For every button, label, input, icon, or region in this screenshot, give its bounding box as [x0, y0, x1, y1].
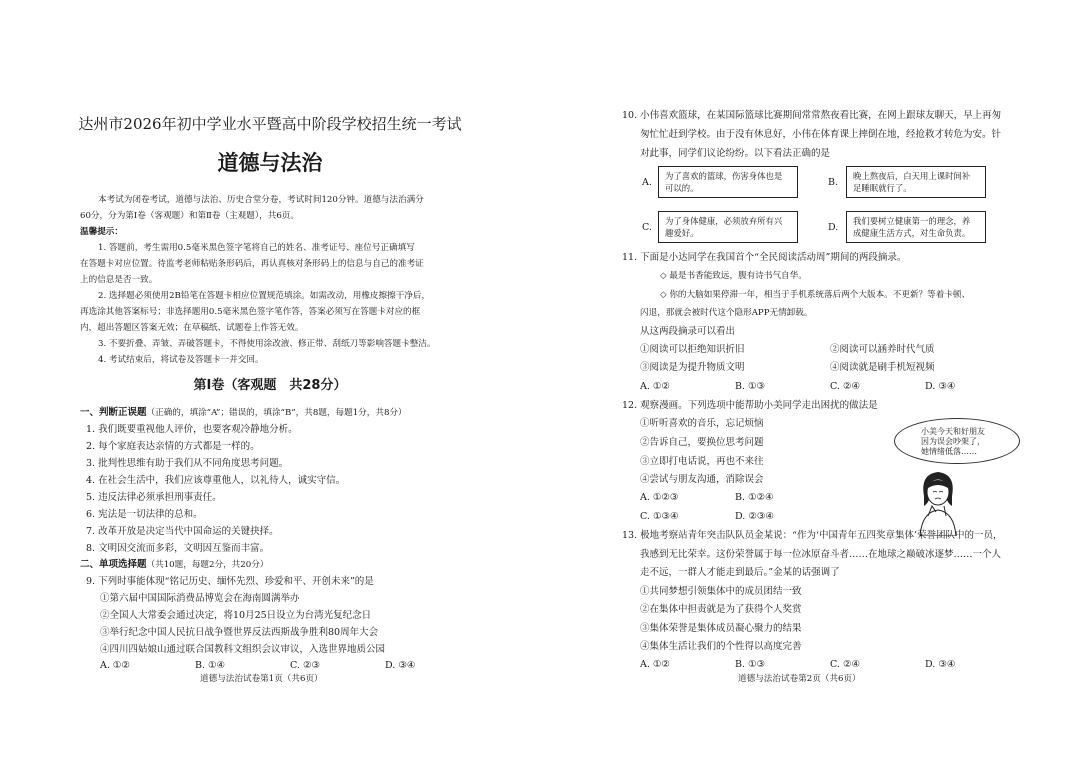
q10-b-line: 晚上熬夜后，白天用上课时间补: [853, 171, 971, 181]
q9-option-d: D. ③④: [385, 660, 416, 671]
q11-quote: 闪退，那就会被时代这个隐形APP无情卸载。: [640, 308, 813, 318]
tip-line: 上的信息是否一致。: [80, 275, 158, 285]
page-footer: 道德与法治试卷第2页（共6页）: [738, 674, 861, 684]
q10-c-line: 为了身体健康，必须放弃所有兴: [665, 216, 783, 226]
q12-option-d: D. ②③④: [735, 511, 774, 522]
judgment-item: 6. 宪法是一切法律的总和。: [86, 509, 203, 520]
exam-title: 达州市2026年初中学业水平暨高中阶段学校招生统一考试: [78, 115, 462, 133]
part1-heading: [80, 407, 407, 419]
q10-stem: 对此事，同学们议论纷纷。以下看法正确的是: [640, 148, 831, 159]
q10-a-label: A.: [642, 177, 652, 188]
q10-d-label: D.: [828, 222, 839, 233]
q13-option-c: C. ②④: [830, 659, 861, 670]
q11-option-c: C. ②④: [830, 381, 861, 392]
judgment-item: 2. 每个家庭表达亲情的方式都是一样的。: [86, 441, 260, 452]
q12-option-a: A. ①②③: [640, 492, 679, 503]
section-title: 第Ⅰ卷（客观题 共28分）: [193, 378, 347, 393]
judgment-item: 7. 改革开放是决定当代中国命运的关键抉择。: [86, 526, 279, 537]
q12-item: ②告诉自己，要换位思考问题: [640, 437, 764, 448]
cartoon-girl-illustration: [906, 466, 970, 536]
part2-note: （共10题，每题2分，共20分）: [146, 560, 269, 570]
part2-heading: [80, 559, 268, 571]
judgment-item: 8. 文明因交流而多彩，文明因互鉴而丰富。: [86, 543, 270, 554]
q11-option-a: A. ①②: [640, 381, 670, 392]
judgment-item: 4. 在社会生活中，我们应该尊重他人，以礼待人，诚实守信。: [86, 475, 346, 486]
q12-option-c: C. ①③④: [640, 511, 679, 522]
q9-item: ③举行纪念中国人民抗日战争暨世界反法西斯战争胜利80周年大会: [100, 627, 379, 638]
tip-line: 4. 考试结束后，将试卷及答题卡一并交回。: [98, 355, 264, 365]
q13-stem: 走不远，一群人才能走到最后。”金某的话强调了: [640, 567, 840, 578]
q11-item: ④阅读就是刷手机短视频: [830, 362, 935, 373]
q12-option-b: B. ①②④: [735, 492, 774, 503]
q10-d-line: 我们要树立健康第一的理念，养: [853, 216, 971, 226]
tip-line: 3. 不要折叠、弄皱、弄破答题卡，不得使用涂改液、修正带、刮纸刀等影响答题卡整洁。: [98, 339, 436, 349]
q13-item: ①共同梦想引领集体中的成员团结一致: [640, 586, 802, 597]
tip-line: 2. 选择题必须使用2B铅笔在答题卡相应位置规范填涂。如需改动，用橡皮擦擦干净后，: [98, 291, 431, 301]
exam-page-2: [540, 0, 1080, 762]
q12-item: ①听听喜欢的音乐，忘记烦恼: [640, 418, 764, 429]
q13-item: ④集体生活让我们的个性得以高度完善: [640, 641, 802, 652]
bubble-line: 因为误会吵架了，: [921, 437, 985, 446]
q13-option-a: A. ①②: [640, 659, 670, 670]
q11-item: ①阅读可以拒绝知识折旧: [640, 344, 745, 355]
q11-option-d: D. ③④: [925, 381, 956, 392]
q10-b-label: B.: [828, 177, 839, 188]
q13-item: ③集体荣誉是集体成员凝心聚力的结果: [640, 623, 802, 634]
q13-item: ②在集体中担责就是为了获得个人奖赏: [640, 604, 802, 615]
q10-stem: 匆忙忙赶到学校。由于没有休息好，小伟在体育课上摔倒在地，经抢救才转危为安。针: [640, 129, 1002, 140]
q9-option-c: C. ②③: [290, 660, 321, 671]
q11-item: ③阅读是为提升物质文明: [640, 362, 745, 373]
q10-option-d: [846, 211, 986, 243]
q12-stem: 12. 观察漫画。下列选项中能帮助小美同学走出困扰的做法是: [622, 400, 878, 411]
q12-item: ③立即打电话说，再也不来往: [640, 456, 764, 467]
judgment-item: 5. 违反法律必须承担刑事责任。: [86, 492, 222, 503]
intro-line-1: 本考试为闭卷考试，道德与法治、历史合堂分卷，考试时间120分钟。道德与法治满分: [98, 195, 424, 205]
q10-a-line: 可以的。: [665, 183, 699, 193]
q13-option-d: D. ③④: [925, 659, 956, 670]
q10-a-line: 为了喜欢的篮球，伤害身体也是: [665, 171, 783, 181]
q9-item: ④四川四姑娘山通过联合国教科文组织会议审议，入选世界地质公园: [100, 644, 386, 655]
page-footer: 道德与法治试卷第1页（共6页）: [200, 674, 323, 684]
tip-line: 在答题卡对应位置。待监考老师粘贴条形码后，再认真核对条形码上的信息与自己的准考证: [80, 259, 424, 269]
q9-option-a: A. ①②: [100, 660, 130, 671]
part2-title: 二、单项选择题: [80, 559, 147, 570]
q10-option-c: [658, 211, 798, 243]
judgment-item: 3. 批判性思维有助于我们从不同角度思考问题。: [86, 458, 289, 469]
q11-stem: 11. 下面是小达同学在我国首个“全民阅读活动周”期间的两段摘录。: [622, 252, 907, 263]
cartoon-speech-bubble: [894, 418, 1020, 464]
q9-stem: 9. 下列时事能体现“铭记历史、缅怀先烈、珍爱和平、开创未来”的是: [86, 576, 374, 587]
q11-lead: 从这两段摘录可以看出: [640, 326, 736, 337]
q10-d-line: 成健康生活方式，对生命负责。: [853, 228, 971, 238]
q13-stem: 我感到无比荣幸。这份荣誉属于每一位冰原奋斗者……在地球之巅破冰逐梦……一个人: [640, 549, 1002, 560]
q11-quote: ◇ 最是书香能致远，腹有诗书气自华。: [660, 271, 807, 281]
tip-line: 1. 答题前，考生需用0.5毫米黑色签字笔将自己的姓名、准考证号、座位号正确填写: [98, 243, 415, 253]
part1-note: （正确的，填涂“A”；错误的，填涂“B”，共8题，每题1分，共8分）: [146, 408, 407, 418]
subject-title: 道德与法治: [217, 151, 323, 175]
bubble-line: 她情绪低落……: [921, 447, 977, 456]
q10-stem: 10. 小伟喜欢篮球，在某国际篮球比赛期间常常熬夜看比赛，在网上跟球友聊天，早上再匆: [622, 110, 1002, 121]
q9-item: ①第六届中国国际消费品博览会在海南圆满举办: [100, 593, 300, 604]
q9-item: ②全国人大常委会通过决定，将10月25日设立为台湾光复纪念日: [100, 610, 372, 621]
q11-option-b: B. ①③: [735, 381, 766, 392]
q12-item: ④尝试与朋友沟通，消除误会: [640, 474, 764, 485]
q10-c-label: C.: [642, 222, 652, 233]
tips-title: 温馨提示：: [80, 227, 123, 237]
q13-stem: 13. 极地考察站青年突击队队员金某说：“作为‘中国青年五四奖章集体’荣誉团队中的一员，: [622, 530, 1003, 541]
q10-option-b: [846, 166, 986, 198]
bubble-line: 小美今天和好朋友: [921, 427, 985, 436]
q10-b-line: 足睡眠就行了。: [853, 183, 912, 193]
tip-line: 内，超出答题区答案无效；在草稿纸、试题卷上作答无效。: [80, 323, 304, 333]
intro-line-2: 60分，分为第Ⅰ卷（客观题）和第Ⅱ卷（主观题），共6页。: [80, 211, 299, 221]
q10-option-a: [658, 166, 798, 198]
q11-quote: ◇ 你的大脑如果停滞一年，相当于手机系统落后两个大版本。不更新？等着卡顿、: [660, 290, 971, 300]
q9-option-b: B. ①④: [195, 660, 226, 671]
q10-c-line: 趣爱好。: [665, 228, 699, 238]
tip-line: 再选涂其他答案标号；非选择题用0.5毫米黑色签字笔作答，答案必须写在答题卡对应的框: [80, 307, 421, 317]
q13-option-b: B. ①③: [735, 659, 766, 670]
judgment-item: 1. 我们既要重视他人评价，也要客观冷静地分析。: [86, 424, 298, 435]
q11-item: ②阅读可以涵养时代气质: [830, 344, 935, 355]
part1-title: 一、判断正误题: [80, 407, 147, 418]
